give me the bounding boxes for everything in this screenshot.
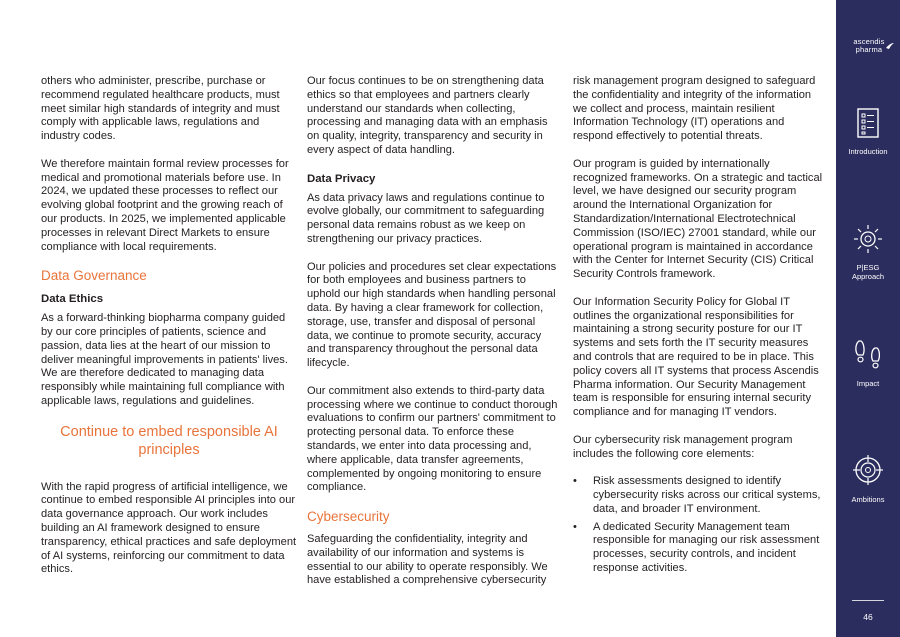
paragraph: Our program is guided by internationally recognized frameworks. On a strategic and tactical level, we have designed our security program around the International Organization for Standardization/International Electrotechnical Commission (ISO/IEC) 27001 standard, while our operational program is maintained in accordance with the Center for Internet Security (CIS) Critical Security Controls framework. [573, 157, 823, 281]
paragraph: We therefore maintain formal review processes for medical and promotional materials before use. In 2024, we updated these processes to reflect our evolving global footprint and the growing reach of our products. In 2025, we implemented applicable processes in relevant Direct Markets to ensure compliance with local requirements. [41, 157, 289, 253]
list-item: • Risk assessments designed to identify cybersecurity risks across our critical systems, data, and broader IT environment. [573, 475, 827, 516]
text-column-3 [573, 75, 827, 580]
document-list-icon [857, 108, 879, 138]
nav-impact[interactable] [836, 338, 900, 388]
logo-swoosh-icon [885, 42, 895, 50]
section-heading-cybersecurity: Cybersecurity [307, 508, 390, 524]
paragraph: Our commitment also extends to third-party data processing where we continue to conduct thorough evaluations to confirm our partners' commitment to protecting personal data. To enforce these standards, we enter into data processing and, where applicable, data transfer agreements, complemented by ongoing monitoring to ensure compliance. [307, 384, 558, 494]
paragraph: risk management program designed to safeguard the confidentiality and integrity of the information we collect and process, maintain resilient Information Technology (IT) operations and respond effectively to potential threats. [573, 75, 816, 143]
paragraph: Safeguarding the confidentiality, integrity and availability of our information and systems is essential to our ability to operate responsibly. We have established a comprehensive cybersecurity [307, 532, 548, 587]
nav-label: Ambitions [851, 495, 885, 504]
paragraph: Our Information Security Policy for Global IT outlines the organizational responsibilities for maintaining a strong security posture for our IT systems and sets forth the IT security measures and controls that are required to be in place. This policy covers all IT systems that process Ascendis Pharma information. Our Security Management team is responsible for ensuring internal security compliance and for managing IT vendors. [573, 295, 819, 419]
paragraph: Our cybersecurity risk management program includes the following core elements: [573, 433, 793, 460]
sun-gear-icon [853, 224, 883, 254]
list-item: • A dedicated Security Management team responsible for managing our risk assessment processes, security controls, and incident response activities. [573, 521, 827, 576]
section-heading-data-governance: Data Governance [41, 268, 147, 284]
company-logo [841, 38, 897, 54]
nav-label: Impact [856, 379, 880, 388]
subheading-data-ethics: Data Ethics [41, 293, 104, 306]
text-column-1 [41, 75, 297, 591]
text-column-2 [307, 75, 559, 602]
nav-pesg-approach[interactable] [836, 224, 900, 281]
nav-label: Introduction [848, 147, 888, 156]
paragraph: With the rapid progress of artificial intelligence, we continue to embed responsible AI principles into our data governance approach. Our work includes building an AI framework designed to ensure transparency, ethical practices and safe deployment of AI systems, reinforcing our commitment to data ethics. [41, 480, 297, 576]
nav-label-line-1: P|ESG [856, 263, 880, 272]
core-elements-list [573, 475, 827, 576]
callout-quote: Continue to embed responsible AI principles [60, 423, 278, 458]
paragraph: Our focus continues to be on strengthening data ethics so that employees and partners clearly understand our standards when collecting, processing and managing data with an emphasis on quality, integrity, transparency and security in every aspect of data handling. [307, 75, 548, 156]
logo-line-2: pharma [855, 45, 883, 54]
paragraph: As a forward-thinking biopharma company guided by our core principles of patients, science and passion, data lies at the heart of our mission to deliver meaningful improvements in patients' lives. We are therefore dedicated to managing data responsibly while maintaining full compliance with applicable laws, regulations and guidelines. [41, 312, 288, 407]
page-number: 46 [863, 612, 873, 622]
subheading-data-privacy: Data Privacy [307, 172, 376, 185]
divider [852, 600, 884, 601]
nav-ambitions[interactable] [836, 454, 900, 504]
nav-label [836, 263, 900, 281]
sidebar-nav [836, 0, 900, 637]
nav-introduction[interactable] [836, 108, 900, 156]
paragraph: others who administer, prescribe, purchase or recommend regulated healthcare products, must meet similar high standards of integrity and must comply with applicable laws, regulations and industry codes. [41, 75, 280, 143]
target-icon [852, 454, 884, 486]
logo-line-1: ascendis [853, 37, 885, 46]
paragraph: Our policies and procedures set clear expectations for both employees and business partners to uphold our high standards when handling personal data. By having a clear framework for collection, storage, use, transfer and disposal of personal data, we continue to promote security, accuracy and transparency throughout the personal data lifecycle. [307, 260, 557, 370]
footprints-icon [854, 338, 882, 370]
nav-label-line-2: Approach [851, 272, 885, 281]
paragraph: As data privacy laws and regulations continue to evolve globally, our commitment to safeguarding personal data remains robust as we keep on strengthening our privacy practices. [307, 191, 545, 245]
